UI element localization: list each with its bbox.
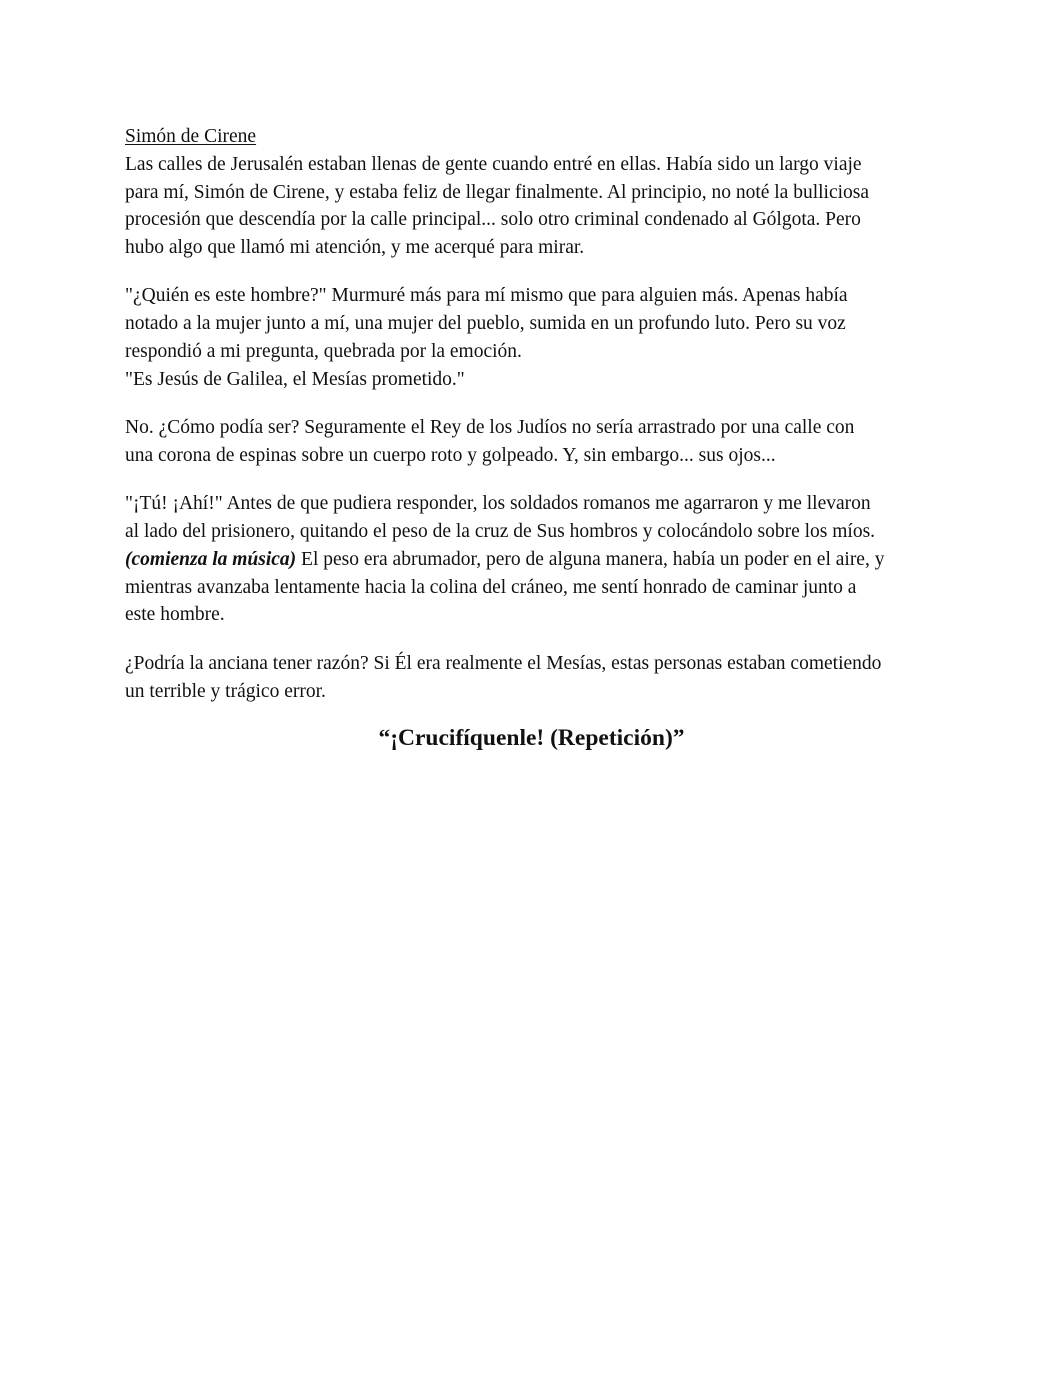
text-line: procesión que descendía por la calle principal... solo otro criminal condenado al Gólgota. Pero — [125, 209, 861, 231]
text-line: "¿Quién es este hombre?" Murmuré más para mí mismo que para alguien más. Apenas había — [125, 285, 848, 307]
stage-direction: (comienza la música) — [125, 548, 297, 570]
text-line: mientras avanzaba lentamente hacia la colina del cráneo, me sentí honrado de caminar junto a — [125, 576, 857, 598]
text-line: "¡Tú! ¡Ahí!" Antes de que pudiera responder, los soldados romanos me agarraron y me llevaron — [125, 493, 871, 515]
text-line: hubo algo que llamó mi atención, y me acerqué para mirar. — [125, 237, 585, 259]
song-title: “¡Crucifíquenle! (Repetición)” — [378, 725, 685, 751]
text-line: ¿Podría la anciana tener razón? Si Él era realmente el Mesías, estas personas estaban cometiendo — [125, 652, 882, 674]
paragraph-4 — [125, 490, 940, 629]
text-line: para mí, Simón de Cirene, y estaba feliz de llegar finalmente. Al principio, no noté la bulliciosa — [125, 181, 870, 203]
document-body — [125, 123, 940, 726]
text-line: al lado del prisionero, quitando el peso de la cruz de Sus hombros y colocándolo sobre los míos. — [125, 521, 876, 543]
document-title: Simón de Cirene — [125, 126, 257, 147]
paragraph-2 — [125, 282, 940, 393]
text-line: "Es Jesús de Galilea, el Mesías prometido." — [125, 368, 465, 390]
text-line: notado a la mujer junto a mí, una mujer del pueblo, sumida en un profundo luto. Pero su voz — [125, 313, 846, 335]
paragraph-1 — [125, 151, 940, 262]
paragraph-3 — [125, 414, 940, 470]
paragraph-5 — [125, 650, 940, 706]
text-line: No. ¿Cómo podía ser? Seguramente el Rey de los Judíos no sería arrastrado por una calle con — [125, 417, 855, 439]
text-line: una corona de espinas sobre un cuerpo roto y golpeado. Y, sin embargo... sus ojos... — [125, 444, 776, 466]
text-line: respondió a mi pregunta, quebrada por la emoción. — [125, 341, 522, 363]
text-fragment: El peso era abrumador, pero de alguna manera, había un poder en el aire, y — [296, 548, 885, 570]
text-line-with-stage-direction — [125, 546, 940, 574]
text-line: Las calles de Jerusalén estaban llenas de gente cuando entré en ellas. Había sido un largo viaje — [125, 153, 862, 175]
text-line: un terrible y trágico error. — [125, 680, 326, 702]
text-line: este hombre. — [125, 604, 225, 626]
